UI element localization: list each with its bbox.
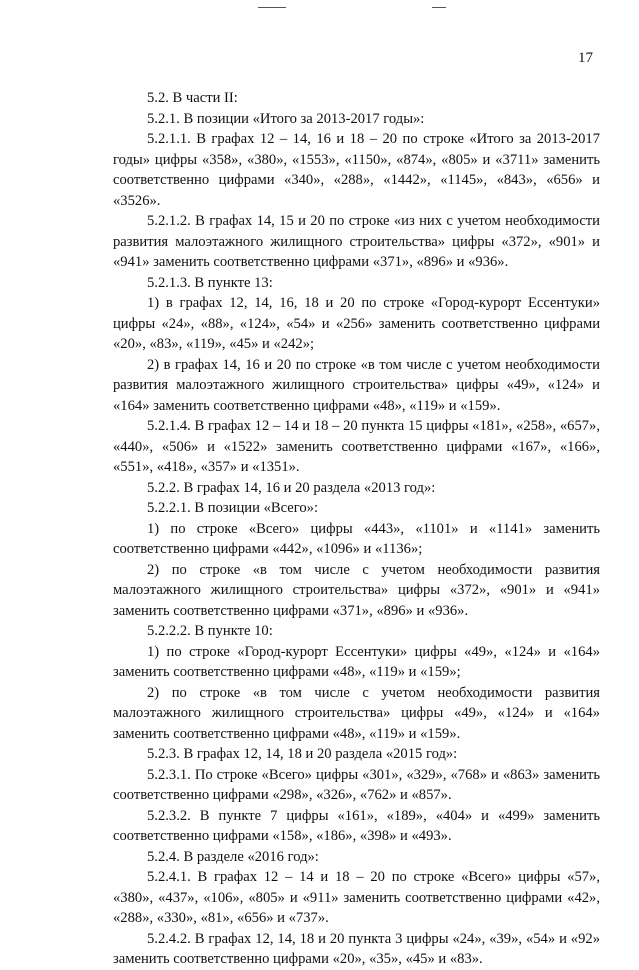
paragraph: 5.2.3.2. В пункте 7 цифры «161», «189», «404» и «499» заменить соответственно цифрами «158», «186», «398» и «493». <box>113 807 600 844</box>
paragraph: 2) в графах 14, 16 и 20 по строке «в том числе с учетом необходимости развития малоэтажного жилищного строительства» цифры «49», «124» и «164» заменить соответственно цифрами «48», «119» и «159». <box>113 356 600 414</box>
document-body <box>113 88 600 970</box>
paragraph: 5.2.3.1. По строке «Всего» цифры «301», «329», «768» и «863» заменить соответственно цифрами «298», «326», «762» и «857». <box>113 766 600 803</box>
paragraph: 5.2. В части II: <box>147 90 238 106</box>
paragraph: 5.2.1.3. В пункте 13: <box>147 274 273 291</box>
paragraph: 5.2.1.4. В графах 12 – 14 и 18 – 20 пункта 15 цифры «181», «258», «657», «440», «506» и «1522» заменить соответственно цифрами «167», «166», «551», «418», «357» и «1351». <box>113 418 600 475</box>
scan-mark <box>258 7 286 8</box>
paragraph: 1) в графах 12, 14, 16, 18 и 20 по строке «Город-курорт Ессентуки» цифры «24», «88», «124», «54» и «256» заменить соответственно цифрами «20», «83», «119», «45» и «242»; <box>113 295 600 352</box>
paragraph: 5.2.4.2. В графах 12, 14, 18 и 20 пункта 3 цифры «24», «39», «54» и «92» заменить соответственно цифрами «20», «35», «45» и «83». <box>113 930 600 967</box>
scan-mark <box>432 7 446 8</box>
paragraph: 5.2.1.1. В графах 12 – 14, 16 и 18 – 20 по строке «Итого за 2013-2017 годы» цифры «358», «380», «1553», «1150», «874», «805» и «3711» заменить соответственно цифрами «340», «288», «1442», «1145», «843», «656» и «3526». <box>113 131 600 209</box>
paragraph: 5.2.4.1. В графах 12 – 14 и 18 – 20 по строке «Всего» цифры «57», «380», «437», «106», «805» и «911» заменить соответственно цифрами «42», «288», «330», «81», «656» и «737». <box>113 869 600 926</box>
paragraph: 2) по строке «в том числе с учетом необходимости развития малоэтажного жилищного строительства» цифры «49», «124» и «164» заменить соответственно цифрами «48», «119» и «159». <box>113 684 600 742</box>
paragraph: 1) по строке «Всего» цифры «443», «1101» и «1141» заменить соответственно цифрами «442», «1096» и «1136»; <box>113 520 600 557</box>
paragraph: 1) по строке «Город-курорт Ессентуки» цифры «49», «124» и «164» заменить соответственно цифрами «48», «119» и «159»; <box>113 643 600 680</box>
paragraph: 5.2.4. В разделе «2016 год»: <box>147 848 319 865</box>
paragraph: 5.2.1. В позиции «Итого за 2013-2017 годы»: <box>147 110 425 127</box>
paragraph: 5.2.2.2. В пункте 10: <box>147 623 273 639</box>
paragraph: 5.2.1.2. В графах 14, 15 и 20 по строке «из них с учетом необходимости развития малоэтажного жилищного строительства» цифры «372», «901» и «941» заменить соответственно цифрами «371», «896» и «936». <box>113 213 600 270</box>
paragraph: 5.2.2.1. В позиции «Всего»: <box>147 500 319 516</box>
paragraph: 5.2.2. В графах 14, 16 и 20 раздела «2013 год»: <box>147 479 436 496</box>
paragraph: 2) по строке «в том числе с учетом необходимости развития малоэтажного жилищного строительства» цифры «372», «901» и «941» заменить соответственно цифрами «371», «896» и «936». <box>113 561 600 619</box>
paragraph: 5.2.3. В графах 12, 14, 18 и 20 раздела «2015 год»: <box>147 746 458 762</box>
page-number: 17 <box>578 50 593 66</box>
